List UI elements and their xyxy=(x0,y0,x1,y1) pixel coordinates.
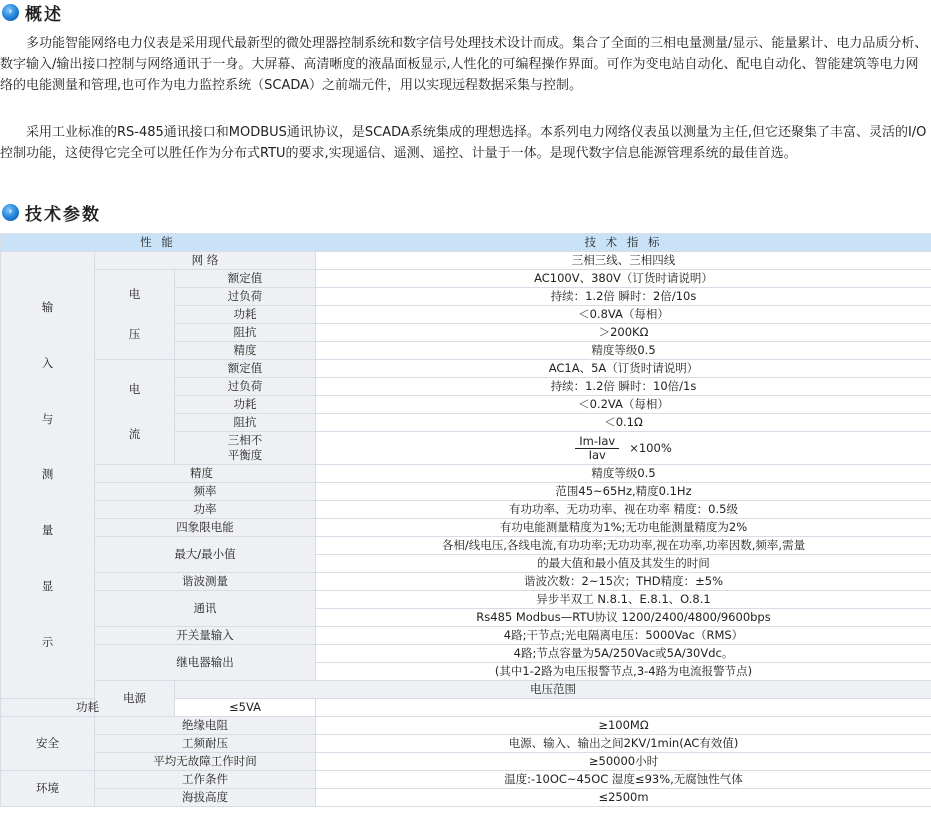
row-value: 温度:-10OC~45OC 湿度≤93%,无腐蚀性气体 xyxy=(316,771,931,789)
group-environment: 环境 xyxy=(1,771,95,807)
table-row xyxy=(1,789,931,807)
table-header-row xyxy=(1,234,931,252)
row-label: 功耗 xyxy=(175,396,316,414)
unbalance-formula xyxy=(316,432,931,465)
table-row xyxy=(1,645,931,663)
row-label: 阻抗 xyxy=(175,324,316,342)
overview-heading xyxy=(2,0,63,24)
row-label: 精度 xyxy=(175,342,316,360)
table-row xyxy=(1,537,931,555)
row-value: 4路;节点容量为5A/250Vac或5A/30Vdc。 xyxy=(316,645,931,663)
row-label: 工作条件 xyxy=(95,771,316,789)
table-row xyxy=(1,753,931,771)
header-performance: 性 能 xyxy=(1,234,316,252)
row-label: 谐波测量 xyxy=(95,573,316,591)
row-label: 过负荷 xyxy=(175,288,316,306)
table-row xyxy=(1,681,931,699)
spec-heading xyxy=(2,200,101,224)
row-value: AC1A、5A（订货时请说明） xyxy=(316,360,931,378)
table-row xyxy=(1,735,931,753)
row-label: 电压范围 xyxy=(175,681,931,699)
row-value: 有功电能测量精度为1%;无功电能测量精度为2% xyxy=(316,519,931,537)
row-label: 功耗 xyxy=(175,306,316,324)
row-value: ＜0.8VA（每相） xyxy=(316,306,931,324)
row-value: 有功功率、无功功率、视在功率 精度：0.5级 xyxy=(316,501,931,519)
table-row xyxy=(1,270,931,288)
table-row xyxy=(1,519,931,537)
row-label: 功率 xyxy=(95,501,316,519)
group-safety: 安全 xyxy=(1,717,95,771)
spec-title: 技术参数 xyxy=(25,204,101,225)
row-value: 异步半双工 N.8.1、E.8.1、O.8.1 xyxy=(316,591,931,609)
row-value: ≤2500m xyxy=(316,789,931,807)
row-label: 精度 xyxy=(95,465,316,483)
unbalance-label-1: 三相不 xyxy=(227,433,263,447)
overview-paragraph-2: 采用工业标准的RS-485通讯接口和MODBUS通讯协议，是SCADA系统集成的理想选择。本系列电力网络仪表虽以测量为主任,但它还聚集了丰富、灵活的I/O控制功能，这使得它完全可以胜任作为分布式RTU的要求,实现遥信、遥测、遥控、计量于一体。是现代数字信息能源管理系统的最佳首选。 xyxy=(0,125,927,161)
formula-denominator: Iav xyxy=(588,448,606,462)
row-label: 过负荷 xyxy=(175,378,316,396)
formula-suffix: ×100% xyxy=(629,441,672,455)
row-label: 绝缘电阻 xyxy=(95,717,316,735)
row-label: 工频耐压 xyxy=(95,735,316,753)
group-voltage: 电 压 xyxy=(95,270,175,360)
row-label: 功耗 xyxy=(1,699,175,717)
table-row xyxy=(1,717,931,735)
row-value: 持续：1.2倍 瞬时：2倍/10s xyxy=(316,288,931,306)
table-row xyxy=(1,501,931,519)
table-row xyxy=(1,360,931,378)
row-value: ≥50000小时 xyxy=(316,753,931,771)
group-current: 电 流 xyxy=(95,360,175,465)
row-value: ＞200KΩ xyxy=(316,324,931,342)
row-value: 的最大值和最小值及其发生的时间 xyxy=(316,555,931,573)
row-value: AC100V、380V（订货时请说明） xyxy=(316,270,931,288)
row-value: 范围45~65Hz,精度0.1Hz xyxy=(316,483,931,501)
formula-numerator: Im-Iav xyxy=(575,435,619,449)
table-row xyxy=(1,591,931,609)
header-spec: 技 术 指 标 xyxy=(316,234,931,252)
row-label: 额定值 xyxy=(175,360,316,378)
row-value: 谐波次数：2~15次；THD精度：±5% xyxy=(316,573,931,591)
row-label: 海拔高度 xyxy=(95,789,316,807)
row-value: 精度等级0.5 xyxy=(316,342,931,360)
row-value: ＜0.2VA（每相） xyxy=(316,396,931,414)
row-value: 各相/线电压,各线电流,有功功率;无功功率,视在功率,功率因数,频率,需量 xyxy=(316,537,931,555)
overview-title: 概述 xyxy=(25,4,63,25)
row-label xyxy=(175,432,316,465)
table-row xyxy=(1,465,931,483)
row-label: 平均无故障工作时间 xyxy=(95,753,316,771)
row-value: 三相三线、三相四线 xyxy=(316,252,931,270)
row-label: 开关量输入 xyxy=(95,627,316,645)
row-label: 通讯 xyxy=(95,591,316,627)
row-value: ≥100MΩ xyxy=(316,717,931,735)
row-value: ≤5VA xyxy=(175,699,316,717)
row-value: 精度等级0.5 xyxy=(316,465,931,483)
row-value: 4路;干节点;光电隔离电压：5000Vac（RMS） xyxy=(316,627,931,645)
group-io: 输 入 与 测 量 显 示 xyxy=(1,252,95,699)
group-power-supply: 电源 xyxy=(95,681,175,717)
unbalance-label-2: 平衡度 xyxy=(227,448,263,462)
row-label: 最大/最小值 xyxy=(95,537,316,573)
table-row xyxy=(1,252,931,270)
row-label: 继电器输出 xyxy=(95,645,316,681)
table-row xyxy=(1,627,931,645)
chevron-right-icon: › xyxy=(2,204,19,221)
row-value: 电源、输入、输出之间2KV/1min(AC有效值) xyxy=(316,735,931,753)
row-value: ＜0.1Ω xyxy=(316,414,931,432)
row-value: 持续：1.2倍 瞬时：10倍/1s xyxy=(316,378,931,396)
chevron-right-icon: › xyxy=(2,4,19,21)
row-value: Rs485 Modbus—RTU协议 1200/2400/4800/9600bps xyxy=(316,609,931,627)
overview-paragraph-1: 多功能智能网络电力仪表是采用现代最新型的微处理器控制系统和数字信号处理技术设计而成。集合了全面的三相电量测量/显示、能量累计、电力品质分析、数字输入/输出接口控制与网络通讯于一身。大屏幕、高清晰度的液晶面板显示,人性化的可编程操作界面。可作为变电站自动化、配电自动化、智能建筑等电力网络的电能测量和管理,也可作为电力监控系统（SCADA）之前端元件，用以实现远程数据采集与控制。 xyxy=(0,36,928,93)
row-value: (其中1-2路为电压报警节点,3-4路为电流报警节点) xyxy=(316,663,931,681)
row-label: 额定值 xyxy=(175,270,316,288)
row-label: 网 络 xyxy=(95,252,316,270)
table-row xyxy=(1,483,931,501)
table-row xyxy=(1,771,931,789)
row-label: 四象限电能 xyxy=(95,519,316,537)
spec-table xyxy=(0,233,931,807)
table-row xyxy=(1,573,931,591)
row-label: 阻抗 xyxy=(175,414,316,432)
row-label: 频率 xyxy=(95,483,316,501)
